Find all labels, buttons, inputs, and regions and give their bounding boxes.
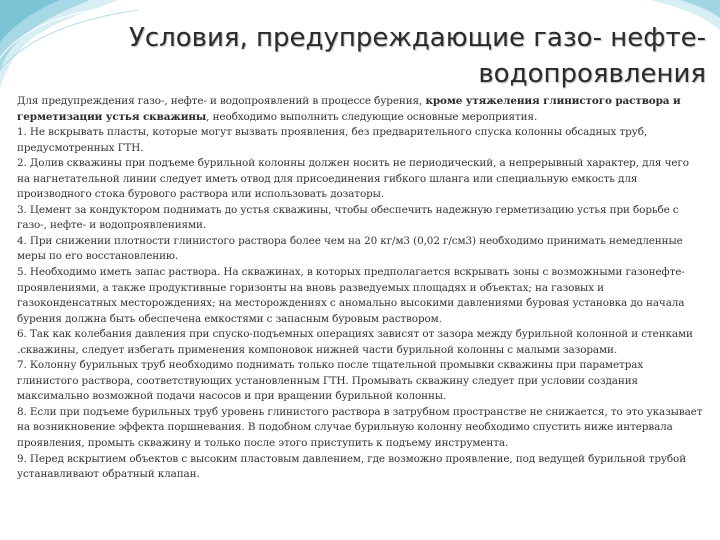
intro-tail: , необходимо выполнить следующие основные мероприятия. <box>206 110 538 123</box>
list-item-6: 6. Так как колебания давления при спуско-подъемных операциях зависят от зазора между бурильной колонной и стенками .скважины, следует избегать применения компоновок нижней части бурильной колонны с малыми зазорами. <box>17 328 693 356</box>
title-line-1: Условия, предупреждающие газо- нефте- <box>128 23 706 53</box>
list-item-5: 5. Необходимо иметь запас раствора. На скважинах, в которых предполагается вскрывать зоны с возможными газонефте-проявлениями, а также продуктивные горизонты на вновь разведуемых площадях и объектах; на газовых и газоконденсатных месторождениях; на месторождениях с аномально высокими давлениями буровая установка до начала бурения должна быть обеспечена емкостями с запасным буровым раствором. <box>17 266 685 325</box>
list-item-3: 3. Цемент за кондуктором поднимать до устья скважины, чтобы обеспечить надежную герметизацию устья при борьбе с газо-, нефте- и водопроявлениями. <box>17 203 679 232</box>
list-item-8: 8. Если при подъеме бурильных труб уровень глинистого раствора в затрубном пространстве не снижается, то это указывает на возникновение эффекта поршневания. В подобном случае бурильную колонну необходимо спустить ниже интервала проявления, промыть скважину и только после этого приступить к подъему инструмента. <box>17 405 703 450</box>
body-text <box>17 94 705 483</box>
title-line-2: водопроявления <box>478 59 706 89</box>
list-item-9: 9. Перед вскрытием объектов с высоким пластовым давлением, где возможно проявление, под ведущей бурильной трубой устанавливают обратный клапан. <box>17 452 687 481</box>
list-item-1: 1. Не вскрывать пласты, которые могут вызвать проявления, без предварительного спуска колонны обсадных труб, предусмотренных ГТН. <box>17 126 648 154</box>
intro-lead: Для предупреждения газо-, нефте- и водопроявлений в процессе бурения, <box>17 95 426 107</box>
intro-paragraph <box>17 94 705 125</box>
intro-bold: кроме утяжеления глинистого раствора и герметизации устья скважины <box>17 95 681 123</box>
slide-title <box>106 20 706 92</box>
list-item-4: 4. При снижении плотности глинистого раствора более чем на 20 кг/м3 (0,02 г/см3) необходимо принимать немедленные меры по его восстановлению. <box>17 234 683 263</box>
list-item-2: 2. Долив скважины при подъеме бурильной колонны должен носить не периодический, а непрерывный характер, для чего на нагнетательной линии следует иметь отвод для присоединения гибкого шланга или специальную емкость для производного стока бурового раствора или использовать дозаторы. <box>17 157 689 201</box>
list-item-7: 7. Колонну бурильных труб необходимо поднимать только после тщательной промывки скважины при параметрах глинистого раствора, соответствующих установленным ГТН. Промывать скважину следует при условии создания максимально возможной подачи насосов и при вращении бурильной колонны. <box>17 359 644 403</box>
